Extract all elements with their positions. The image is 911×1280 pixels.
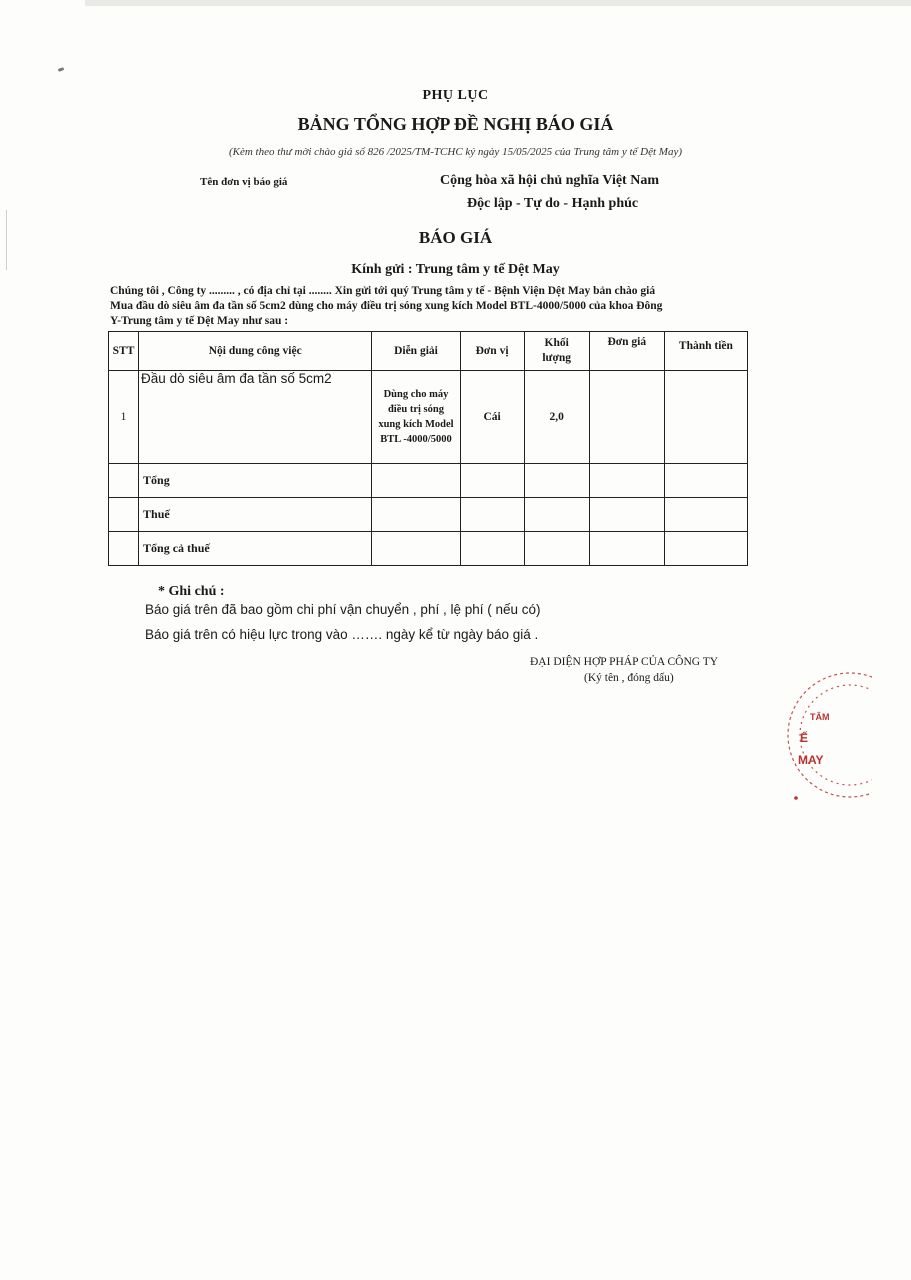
summary-label-total-with-tax: Tổng cả thuế: [139, 532, 372, 566]
document-main-title: BẢNG TỔNG HỢP ĐỀ NGHỊ BÁO GIÁ: [297, 114, 614, 134]
appendix-label: PHỤ LỤC: [422, 88, 489, 103]
item-description-line: BTL -4000/5000: [380, 434, 452, 445]
empty-cell: [524, 464, 589, 498]
summary-label-total: Tổng: [139, 464, 372, 498]
item-description: [372, 371, 460, 464]
notes-title: * Ghi chú :: [158, 584, 225, 599]
empty-cell: [460, 464, 524, 498]
empty-cell: [524, 498, 589, 532]
empty-cell: [524, 532, 589, 566]
paper-edge: [85, 0, 911, 6]
intro-line: Y-Trung tâm y tế Dệt May như sau :: [110, 315, 289, 327]
empty-cell: [664, 532, 747, 566]
header-unit: Đơn vị: [460, 332, 524, 371]
header-total: Thành tiền: [664, 332, 747, 371]
stamp-text: TÂM: [810, 712, 830, 722]
document-subtitle: (Kèm theo thư mời chào giá số 826 /2025/TM-TCHC ký ngày 15/05/2025 của Trung tâm y tế Dệt May): [228, 146, 683, 158]
header-quantity-line: Khối: [544, 337, 569, 349]
item-unit-price: [589, 371, 664, 464]
empty-cell: [460, 532, 524, 566]
empty-cell: [372, 498, 460, 532]
empty-cell: [589, 498, 664, 532]
empty-cell: [109, 464, 139, 498]
empty-cell: [664, 498, 747, 532]
intro-paragraph: [110, 284, 750, 329]
header-description: Diễn giải: [372, 332, 460, 371]
summary-row-total-with-tax: [109, 532, 748, 566]
item-quantity: 2,0: [524, 371, 589, 464]
sign-instruction: (Ký tên , đóng dấu): [584, 672, 674, 684]
header-quantity: [524, 332, 589, 371]
summary-row-total: [109, 464, 748, 498]
legal-representative-label: ĐẠI DIỆN HỢP PHÁP CỦA CÔNG TY: [530, 656, 719, 668]
empty-cell: [109, 498, 139, 532]
item-content: Đầu dò siêu âm đa tần số 5cm2: [139, 371, 372, 464]
empty-cell: [109, 532, 139, 566]
empty-cell: [589, 532, 664, 566]
empty-cell: [589, 464, 664, 498]
header-content: Nội dung công việc: [139, 332, 372, 371]
empty-cell: [664, 464, 747, 498]
scan-speck: [58, 67, 65, 72]
stamp-text: MAY: [798, 753, 824, 767]
intro-line: Chúng tôi , Công ty ......... , có địa chỉ tại ........ Xin gửi tới quý Trung tâm y tế - Bệnh Viện Dệt May bản chào giá: [110, 285, 656, 297]
item-total: [664, 371, 747, 464]
quote-table: [108, 331, 748, 566]
note-line: Báo giá trên đã bao gồm chi phí vận chuyển , phí , lệ phí ( nếu có): [145, 602, 541, 617]
empty-cell: [460, 498, 524, 532]
national-motto: Độc lập - Tự do - Hạnh phúc: [467, 196, 639, 211]
item-description-line: xung kích Model: [378, 419, 454, 430]
summary-row-tax: [109, 498, 748, 532]
intro-line: Mua đầu dò siêu âm đa tần số 5cm2 dùng cho máy điều trị sóng xung kích Model BTL-4000/5000 của khoa Đông: [110, 300, 663, 312]
stamp-text: Ế: [800, 731, 809, 745]
header-stt: STT: [109, 332, 139, 371]
item-stt: 1: [109, 371, 139, 464]
summary-label-tax: Thuế: [139, 498, 372, 532]
table-header-row: [109, 332, 748, 371]
empty-cell: [372, 532, 460, 566]
national-title: Cộng hòa xã hội chủ nghĩa Việt Nam: [440, 173, 659, 188]
empty-cell: [372, 464, 460, 498]
item-description-line: Dùng cho máy: [383, 389, 449, 400]
recipient-line: Kính gửi : Trung tâm y tế Dệt May: [351, 262, 560, 277]
quoting-unit-name: Tên đơn vị báo giá: [200, 176, 288, 188]
note-line: Báo giá trên có hiệu lực trong vào ……. ngày kể từ ngày báo giá .: [145, 627, 539, 642]
item-unit: Cái: [460, 371, 524, 464]
quote-title: BÁO GIÁ: [418, 228, 493, 247]
header-unit-price: Đơn giá: [589, 332, 664, 371]
table-row: [109, 371, 748, 464]
company-seal-stamp: [782, 660, 872, 810]
item-description-line: điều trị sóng: [387, 404, 444, 415]
header-quantity-line: lượng: [542, 352, 571, 364]
